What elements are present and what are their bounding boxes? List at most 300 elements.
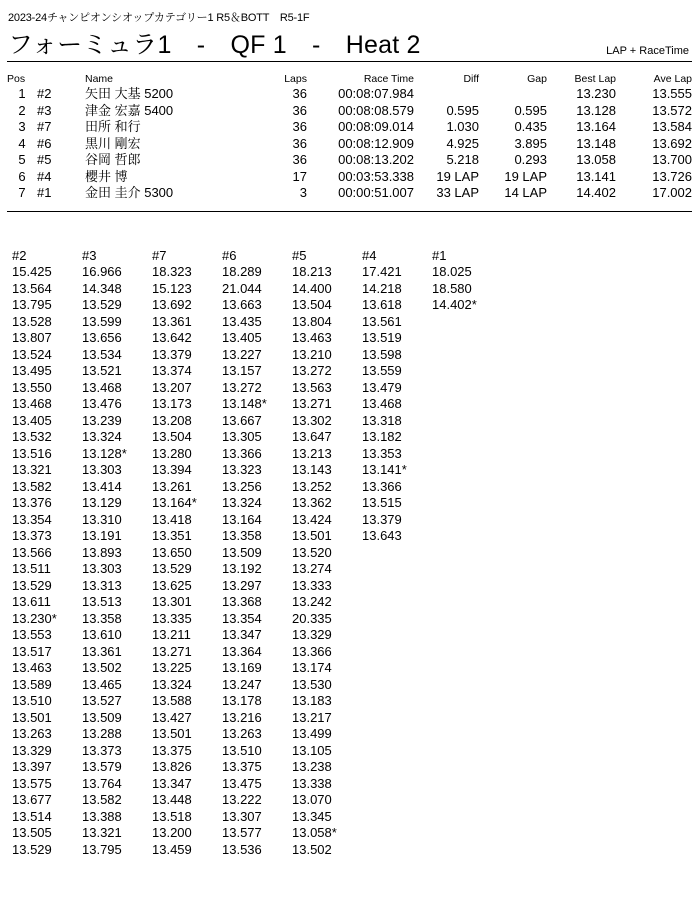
- result-diff: 5.218: [446, 152, 479, 168]
- table-row: [7, 86, 692, 103]
- lap-time: 13.643: [362, 528, 402, 543]
- lap-time: 13.388: [82, 808, 122, 824]
- result-pos: 3: [18, 119, 26, 135]
- col-header-ave-lap: Ave Lap: [653, 72, 692, 85]
- lap-time: 13.256: [222, 478, 262, 494]
- lap-time: 13.230*: [12, 610, 57, 626]
- lap-column: [152, 247, 222, 858]
- col-header-laps: Laps: [284, 72, 307, 85]
- lap-time: 13.148*: [222, 396, 267, 411]
- lap-time: 13.252: [292, 478, 332, 494]
- lap-time: 13.373: [82, 742, 122, 758]
- lap-time: 13.495: [12, 363, 52, 378]
- lap-time: 13.577: [222, 825, 262, 840]
- result-laps: 36: [292, 135, 307, 151]
- lap-time: 13.528: [12, 313, 52, 329]
- lap-time: 13.374: [152, 363, 192, 378]
- result-ave-lap: 13.555: [652, 86, 692, 102]
- lap-time: 13.128*: [82, 445, 127, 461]
- lap-time: 13.529: [152, 561, 192, 576]
- lap-time: 13.208: [152, 412, 192, 428]
- lap-time: 13.510: [222, 742, 262, 758]
- lap-time: 13.216: [222, 709, 262, 725]
- lap-time: 13.610: [82, 627, 122, 642]
- lap-time: 13.307: [222, 808, 262, 824]
- lap-time: 13.335: [152, 610, 192, 626]
- lap-time: 13.502: [82, 660, 122, 675]
- lap-time: 13.589: [12, 676, 52, 692]
- lap-time: 13.225: [152, 660, 192, 675]
- table-row: [7, 169, 692, 186]
- lap-time: 13.517: [12, 643, 52, 659]
- report-mode-label: LAP + RaceTime: [606, 45, 689, 57]
- lap-time: 13.324: [82, 429, 122, 444]
- result-driver-name: 谷岡 哲郎: [85, 152, 141, 168]
- lap-times-grid: [12, 247, 502, 858]
- lap-column-car-number: #2: [12, 248, 27, 263]
- lap-time: 15.425: [12, 264, 52, 279]
- lap-time: 13.373: [12, 528, 52, 543]
- col-header-car: [37, 71, 85, 86]
- lap-time: 13.183: [292, 693, 332, 708]
- lap-time: 18.025: [432, 264, 472, 279]
- result-driver-name: 矢田 大基 5200: [85, 86, 174, 102]
- event-name: 2023-24チャンピオンシオップカテゴリー1 R5＆BOTT R5-1F: [8, 12, 310, 24]
- lap-column-car-number: #7: [152, 248, 167, 263]
- lap-time: 13.217: [292, 709, 332, 725]
- result-best-lap: 14.402: [576, 185, 616, 201]
- lap-time: 13.379: [362, 511, 402, 527]
- result-gap: 0.435: [514, 119, 547, 135]
- lap-time: 13.647: [292, 429, 332, 444]
- lap-time: 18.289: [222, 264, 262, 279]
- lap-column-car-number: #5: [292, 248, 307, 263]
- col-header-best-lap: Best Lap: [574, 72, 616, 85]
- lap-time: 13.468: [82, 379, 122, 395]
- lap-column: [362, 247, 432, 858]
- lap-time: 13.524: [12, 346, 52, 362]
- lap-time: 13.321: [82, 825, 122, 840]
- lap-time: 13.174: [292, 660, 332, 675]
- result-car-number: #7: [37, 119, 52, 135]
- lap-time: 13.366: [222, 445, 262, 461]
- lap-time: 13.514: [12, 808, 52, 824]
- lap-time: 13.347: [222, 627, 262, 642]
- lap-time: 13.463: [292, 330, 332, 345]
- lap-time: 13.141*: [362, 462, 407, 477]
- lap-time: 13.642: [152, 330, 192, 345]
- lap-time: 13.667: [222, 412, 262, 428]
- lap-time: 13.239: [82, 412, 122, 428]
- lap-time: 13.804: [292, 313, 332, 329]
- result-ave-lap: 13.726: [652, 168, 692, 184]
- lap-time: 13.534: [82, 346, 122, 362]
- lap-time: 13.247: [222, 676, 262, 692]
- lap-time: 13.280: [152, 445, 192, 461]
- result-pos: 1: [18, 86, 26, 102]
- result-laps: 36: [292, 86, 307, 102]
- lap-time: 13.058*: [292, 825, 337, 840]
- lap-time: 13.302: [292, 412, 332, 428]
- lap-column: [432, 247, 502, 858]
- lap-time: 13.893: [82, 544, 122, 560]
- lap-time: 13.501: [292, 528, 332, 543]
- lap-time: 13.530: [292, 676, 332, 692]
- lap-time: 13.313: [82, 577, 122, 593]
- result-laps: 36: [292, 152, 307, 168]
- lap-time: 13.213: [292, 445, 332, 461]
- lap-time: 13.582: [82, 792, 122, 807]
- lap-time: 13.362: [292, 495, 332, 510]
- lap-time: 13.424: [292, 511, 332, 527]
- lap-time: 13.263: [222, 726, 262, 741]
- lap-time: 13.318: [362, 412, 402, 428]
- result-best-lap: 13.141: [576, 168, 616, 184]
- lap-time: 13.611: [12, 594, 51, 609]
- lap-time: 13.405: [12, 412, 52, 428]
- result-gap: 14 LAP: [504, 185, 547, 201]
- result-driver-name: 櫻井 博: [85, 168, 128, 184]
- result-car-number: #2: [37, 86, 52, 102]
- lap-time: 13.532: [12, 429, 52, 444]
- result-ave-lap: 13.572: [652, 102, 692, 118]
- result-pos: 4: [18, 135, 26, 151]
- lap-time: 13.405: [222, 330, 262, 345]
- table-row: [7, 136, 692, 153]
- result-gap: 0.595: [514, 102, 547, 118]
- lap-time: 13.468: [12, 396, 52, 411]
- result-driver-name: 金田 圭介 5300: [85, 185, 174, 201]
- result-race-time: 00:08:08.579: [338, 102, 414, 118]
- results-table: [7, 71, 692, 202]
- result-ave-lap: 13.692: [652, 135, 692, 151]
- lap-time: 13.271: [152, 643, 192, 659]
- lap-time: 16.966: [82, 264, 122, 279]
- result-pos: 6: [18, 168, 26, 184]
- lap-time: 13.518: [152, 808, 192, 824]
- result-race-time: 00:00:51.007: [338, 185, 414, 201]
- lap-time: 13.564: [12, 280, 52, 296]
- result-race-time: 00:03:53.338: [338, 168, 414, 184]
- lap-time: 13.501: [152, 726, 192, 741]
- result-driver-name: 田所 和行: [85, 119, 141, 135]
- lap-time: 13.566: [12, 544, 52, 560]
- lap-time: 13.358: [82, 610, 122, 626]
- result-best-lap: 13.128: [576, 102, 616, 118]
- result-gap: 19 LAP: [504, 168, 547, 184]
- lap-time: 13.263: [12, 726, 52, 741]
- result-race-time: 00:08:12.909: [338, 135, 414, 151]
- results-divider: [7, 211, 692, 212]
- lap-time: 13.795: [12, 297, 52, 312]
- lap-time: 13.169: [222, 660, 262, 675]
- header-divider: [7, 61, 692, 62]
- result-race-time: 00:08:07.984: [338, 86, 414, 102]
- result-car-number: #1: [37, 185, 52, 201]
- lap-time: 13.164: [222, 511, 262, 527]
- lap-time: 13.397: [12, 759, 52, 774]
- lap-time: 13.129: [82, 495, 122, 510]
- lap-time: 13.210: [292, 346, 332, 362]
- table-row: [7, 119, 692, 136]
- result-driver-name: 黒川 剛宏: [85, 135, 141, 151]
- lap-time: 13.807: [12, 330, 52, 345]
- lap-time: 13.520: [292, 544, 332, 560]
- result-car-number: #4: [37, 168, 52, 184]
- lap-time: 13.274: [292, 561, 332, 576]
- col-header-pos: Pos: [7, 72, 26, 85]
- lap-time: 13.347: [152, 775, 192, 791]
- lap-time: 13.479: [362, 379, 402, 395]
- results-header-row: [7, 71, 692, 86]
- lap-time: 13.515: [362, 495, 402, 510]
- lap-column: [292, 247, 362, 858]
- lap-time: 13.164*: [152, 495, 197, 510]
- result-car-number: #5: [37, 152, 52, 168]
- lap-time: 13.468: [362, 396, 402, 411]
- lap-time: 13.157: [222, 363, 262, 378]
- lap-time: 13.529: [82, 297, 122, 312]
- result-ave-lap: 17.002: [652, 185, 692, 201]
- lap-time: 13.354: [222, 610, 262, 626]
- result-diff: [414, 86, 479, 103]
- lap-column-car-number: #6: [222, 248, 237, 263]
- lap-time: 13.191: [82, 528, 122, 543]
- result-race-time: 00:08:13.202: [338, 152, 414, 168]
- result-diff: 4.925: [446, 135, 479, 151]
- lap-column: [82, 247, 152, 858]
- lap-time: 13.553: [12, 627, 52, 642]
- lap-time: 13.288: [82, 726, 122, 741]
- result-laps: 36: [292, 119, 307, 135]
- lap-time: 13.303: [82, 561, 122, 576]
- lap-time: 13.368: [222, 594, 262, 609]
- lap-time: 13.826: [152, 759, 192, 774]
- lap-time: 13.375: [222, 759, 262, 774]
- result-best-lap: 13.058: [576, 152, 616, 168]
- lap-time: 13.579: [82, 759, 122, 774]
- lap-time: 13.582: [12, 478, 52, 494]
- col-header-race-time: Race Time: [363, 72, 414, 85]
- lap-time: 13.353: [362, 445, 402, 461]
- result-ave-lap: 13.584: [652, 119, 692, 135]
- result-diff: 33 LAP: [436, 185, 479, 201]
- lap-time: 13.379: [152, 346, 192, 362]
- lap-time: 13.459: [152, 841, 192, 857]
- lap-time: 13.650: [152, 544, 192, 560]
- lap-time: 13.361: [82, 643, 122, 659]
- lap-time: 13.375: [152, 742, 192, 758]
- lap-time: 13.324: [222, 495, 262, 510]
- result-pos: 5: [18, 152, 26, 168]
- result-laps: 17: [292, 168, 307, 184]
- lap-time: 13.465: [82, 676, 122, 692]
- lap-time: 13.511: [12, 561, 51, 576]
- lap-column-car-number: #3: [82, 248, 97, 263]
- lap-time: 13.297: [222, 577, 262, 593]
- lap-time: 13.333: [292, 577, 332, 593]
- lap-time: 13.448: [152, 792, 192, 807]
- lap-time: 13.271: [292, 396, 332, 411]
- lap-time: 13.559: [362, 363, 402, 378]
- table-row: [7, 185, 692, 202]
- lap-time: 13.182: [362, 429, 402, 444]
- lap-time: 13.207: [152, 379, 192, 395]
- lap-time: 13.504: [292, 297, 332, 312]
- lap-time: 13.361: [152, 313, 192, 329]
- lap-time: 13.200: [152, 825, 192, 840]
- lap-time: 13.345: [292, 808, 332, 824]
- lap-time: 13.414: [82, 478, 122, 494]
- lap-time: 13.376: [12, 495, 52, 510]
- result-race-time: 00:08:09.014: [338, 119, 414, 135]
- lap-time: 13.519: [362, 330, 402, 345]
- lap-time: 13.505: [12, 825, 52, 840]
- lap-column-car-number: #4: [362, 248, 377, 263]
- lap-time: 13.303: [82, 462, 122, 477]
- lap-time: 14.402*: [432, 297, 477, 312]
- lap-time: 13.575: [12, 775, 52, 791]
- lap-column: [12, 247, 82, 858]
- lap-time: 13.513: [82, 594, 122, 609]
- lap-time: 13.499: [292, 726, 332, 741]
- lap-time: 13.321: [12, 462, 52, 477]
- lap-time: 13.599: [82, 313, 122, 329]
- lap-time: 13.272: [292, 363, 332, 378]
- lap-time: 14.400: [292, 280, 332, 296]
- lap-time: 20.335: [292, 610, 332, 626]
- lap-time: 13.795: [82, 841, 122, 857]
- col-header-diff: Diff: [463, 72, 479, 85]
- lap-time: 13.618: [362, 297, 402, 312]
- lap-time: 13.366: [362, 478, 402, 494]
- page-title: フォーミュラ1 - QF 1 - Heat 2: [8, 31, 421, 59]
- lap-time: 18.323: [152, 264, 192, 279]
- table-row: [7, 152, 692, 169]
- lap-time: 13.475: [222, 775, 262, 791]
- lap-time: 15.123: [152, 280, 192, 296]
- table-row: [7, 103, 692, 120]
- lap-time: 13.329: [12, 742, 52, 758]
- lap-time: 13.394: [152, 462, 192, 477]
- lap-time: 13.301: [152, 594, 192, 609]
- lap-time: 13.192: [222, 561, 262, 576]
- lap-time: 13.504: [152, 429, 192, 444]
- lap-time: 13.427: [152, 709, 192, 725]
- lap-time: 13.516: [12, 445, 52, 461]
- lap-time: 13.354: [12, 511, 52, 527]
- lap-time: 13.070: [292, 792, 332, 807]
- lap-time: 13.527: [82, 693, 122, 708]
- lap-time: 13.588: [152, 693, 192, 708]
- result-best-lap: 13.164: [576, 119, 616, 135]
- lap-time: 13.364: [222, 643, 262, 659]
- lap-time: 13.305: [222, 429, 262, 444]
- result-gap: 0.293: [514, 152, 547, 168]
- lap-time: 13.656: [82, 330, 122, 345]
- lap-time: 21.044: [222, 280, 262, 296]
- lap-time: 13.178: [222, 693, 262, 708]
- lap-time: 14.218: [362, 280, 402, 296]
- result-car-number: #3: [37, 102, 52, 118]
- lap-time: 13.550: [12, 379, 52, 395]
- lap-time: 13.227: [222, 346, 262, 362]
- lap-time: 13.358: [222, 528, 262, 543]
- lap-column: [222, 247, 292, 858]
- lap-time: 18.580: [432, 280, 472, 296]
- result-pos: 7: [18, 185, 26, 201]
- lap-column-car-number: #1: [432, 248, 447, 263]
- lap-time: 13.238: [292, 759, 332, 774]
- result-best-lap: 13.148: [576, 135, 616, 151]
- lap-time: 13.510: [12, 693, 52, 708]
- lap-time: 13.625: [152, 577, 192, 593]
- lap-time: 13.502: [292, 841, 332, 857]
- lap-time: 13.261: [152, 478, 192, 494]
- result-car-number: #6: [37, 135, 52, 151]
- lap-time: 13.418: [152, 511, 192, 527]
- lap-time: 13.501: [12, 709, 52, 725]
- lap-time: 17.421: [362, 264, 402, 279]
- lap-time: 13.509: [222, 544, 262, 560]
- result-best-lap: 13.230: [576, 86, 616, 102]
- lap-time: 13.476: [82, 396, 122, 411]
- result-gap: 3.895: [514, 135, 547, 151]
- col-header-gap: Gap: [527, 72, 547, 85]
- lap-time: 13.211: [152, 627, 191, 642]
- lap-time: 13.329: [292, 627, 332, 642]
- lap-time: 13.764: [82, 775, 122, 791]
- lap-time: 13.521: [82, 363, 122, 378]
- lap-time: 13.598: [362, 346, 402, 362]
- lap-time: 13.677: [12, 792, 52, 807]
- result-pos: 2: [18, 102, 26, 118]
- lap-time: 13.536: [222, 841, 262, 857]
- lap-time: 13.173: [152, 396, 192, 411]
- lap-time: 13.351: [152, 528, 192, 543]
- result-diff: 0.595: [446, 102, 479, 118]
- lap-time: 13.529: [12, 841, 52, 857]
- result-laps: 3: [299, 185, 307, 201]
- lap-time: 13.366: [292, 643, 332, 659]
- lap-time: 13.529: [12, 577, 52, 593]
- col-header-name: Name: [85, 72, 114, 85]
- lap-time: 13.663: [222, 297, 262, 312]
- result-driver-name: 津金 宏嘉 5400: [85, 102, 174, 118]
- result-diff: 1.030: [446, 119, 479, 135]
- lap-time: 13.323: [222, 462, 262, 477]
- lap-time: 13.324: [152, 676, 192, 692]
- lap-time: 13.105: [292, 742, 332, 758]
- result-gap: [479, 86, 547, 103]
- lap-time: 13.463: [12, 660, 52, 675]
- lap-time: 18.213: [292, 264, 332, 279]
- lap-time: 13.242: [292, 594, 332, 609]
- lap-time: 13.561: [362, 313, 402, 329]
- lap-time: 13.222: [222, 792, 262, 807]
- lap-time: 14.348: [82, 280, 122, 296]
- result-laps: 36: [292, 102, 307, 118]
- lap-time: 13.692: [152, 297, 192, 312]
- result-ave-lap: 13.700: [652, 152, 692, 168]
- lap-time: 13.310: [82, 511, 122, 527]
- lap-time: 13.435: [222, 313, 262, 329]
- lap-time: 13.338: [292, 775, 332, 791]
- lap-time: 13.272: [222, 379, 262, 395]
- lap-time: 13.509: [82, 709, 122, 725]
- result-diff: 19 LAP: [436, 168, 479, 184]
- lap-time: 13.563: [292, 379, 332, 395]
